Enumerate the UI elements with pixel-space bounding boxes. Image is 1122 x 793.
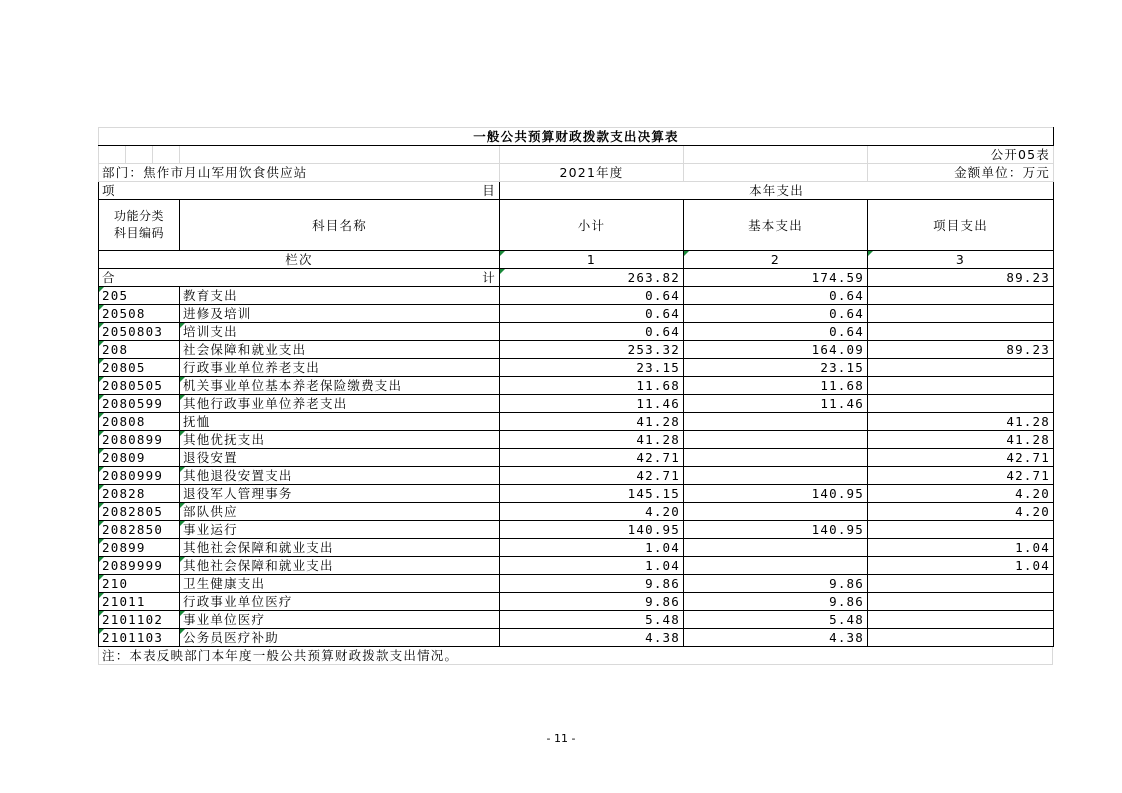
project-cell (868, 323, 1054, 341)
subject-name: 事业运行 (180, 521, 500, 539)
basic-cell: 0.64 (684, 323, 868, 341)
project-cell: 1.04 (868, 539, 1054, 557)
table-row (99, 539, 1054, 557)
subject-code: 20508 (99, 305, 180, 323)
subject-name: 进修及培训 (180, 305, 500, 323)
year-label: 2021年度 (500, 164, 684, 182)
subtotal-cell: 145.15 (500, 485, 684, 503)
subject-code: 210 (99, 575, 180, 593)
subject-code: 2050803 (99, 323, 180, 341)
page-title: 一般公共预算财政拨款支出决算表 (99, 128, 1054, 146)
col-index-2: 2 (684, 251, 868, 269)
basic-header: 基本支出 (684, 200, 868, 251)
table-row (99, 521, 1054, 539)
subject-name: 卫生健康支出 (180, 575, 500, 593)
total-basic: 174.59 (684, 269, 868, 287)
subject-name: 教育支出 (180, 287, 500, 305)
subtotal-cell: 41.28 (500, 413, 684, 431)
subject-code: 2080599 (99, 395, 180, 413)
subtotal-cell: 4.20 (500, 503, 684, 521)
project-cell: 4.20 (868, 485, 1054, 503)
basic-cell (684, 539, 868, 557)
project-cell (868, 593, 1054, 611)
subject-name: 其他退役安置支出 (180, 467, 500, 485)
subtotal-cell: 9.86 (500, 575, 684, 593)
project-cell (868, 377, 1054, 395)
basic-cell: 0.64 (684, 305, 868, 323)
subject-name: 事业单位医疗 (180, 611, 500, 629)
table-row (99, 503, 1054, 521)
subtotal-cell: 42.71 (500, 449, 684, 467)
subject-code: 20805 (99, 359, 180, 377)
table-row (99, 575, 1054, 593)
basic-cell (684, 449, 868, 467)
row-label: 栏次 (99, 251, 500, 269)
unit-label: 金额单位：万元 (868, 164, 1054, 182)
total-row: 合 计 263.82 174.59 89.23 (99, 269, 1054, 287)
table-row (99, 323, 1054, 341)
subtotal-cell: 1.04 (500, 557, 684, 575)
basic-cell: 9.86 (684, 575, 868, 593)
subtotal-cell: 11.68 (500, 377, 684, 395)
project-cell: 42.71 (868, 467, 1054, 485)
subject-code: 2089999 (99, 557, 180, 575)
table-row (99, 611, 1054, 629)
subject-name: 社会保障和就业支出 (180, 341, 500, 359)
subject-code: 20809 (99, 449, 180, 467)
table-row (99, 413, 1054, 431)
table-row (99, 467, 1054, 485)
col-index-1: 1 (500, 251, 684, 269)
subject-code: 2080999 (99, 467, 180, 485)
table-row (99, 341, 1054, 359)
table-row (99, 359, 1054, 377)
department-label: 部门：焦作市月山军用饮食供应站 (99, 164, 500, 182)
subject-code: 2080505 (99, 377, 180, 395)
table-row (99, 485, 1054, 503)
project-cell (868, 359, 1054, 377)
subject-name: 其他社会保障和就业支出 (180, 539, 500, 557)
subject-code: 2082805 (99, 503, 180, 521)
subtotal-cell: 0.64 (500, 305, 684, 323)
subject-name: 其他优抚支出 (180, 431, 500, 449)
basic-cell: 164.09 (684, 341, 868, 359)
subject-name: 公务员医疗补助 (180, 629, 500, 647)
basic-cell: 140.95 (684, 485, 868, 503)
subtotal-header: 小计 (500, 200, 684, 251)
table-row (99, 557, 1054, 575)
table-row (99, 593, 1054, 611)
basic-cell (684, 557, 868, 575)
func-code-header: 功能分类 科目编码 (99, 200, 180, 251)
subject-name: 行政事业单位养老支出 (180, 359, 500, 377)
project-cell (868, 629, 1054, 647)
table-row (99, 431, 1054, 449)
subject-name: 部队供应 (180, 503, 500, 521)
subtotal-cell: 140.95 (500, 521, 684, 539)
project-cell (868, 305, 1054, 323)
basic-cell: 9.86 (684, 593, 868, 611)
basic-cell: 140.95 (684, 521, 868, 539)
basic-cell (684, 413, 868, 431)
table-row (99, 449, 1054, 467)
table-row (99, 377, 1054, 395)
subject-code: 20828 (99, 485, 180, 503)
basic-cell (684, 431, 868, 449)
basic-cell: 0.64 (684, 287, 868, 305)
subtotal-cell: 9.86 (500, 593, 684, 611)
subject-name: 培训支出 (180, 323, 500, 341)
page-number: - 11 - (546, 732, 576, 745)
subject-code: 2101103 (99, 629, 180, 647)
basic-cell (684, 467, 868, 485)
subject-name: 抚恤 (180, 413, 500, 431)
project-cell (868, 395, 1054, 413)
project-cell (868, 575, 1054, 593)
project-header: 项目支出 (868, 200, 1054, 251)
subject-name: 退役军人管理事务 (180, 485, 500, 503)
subject-name: 行政事业单位医疗 (180, 593, 500, 611)
budget-sheet (98, 127, 1053, 665)
subject-code: 20808 (99, 413, 180, 431)
subtotal-cell: 0.64 (500, 287, 684, 305)
table-row (99, 287, 1054, 305)
subject-name: 其他行政事业单位养老支出 (180, 395, 500, 413)
note: 注：本表反映部门本年度一般公共预算财政拨款支出情况。 (98, 647, 1053, 665)
budget-table (98, 127, 1054, 647)
subtotal-cell: 4.38 (500, 629, 684, 647)
basic-cell: 11.46 (684, 395, 868, 413)
subject-code: 2080899 (99, 431, 180, 449)
subject-name: 退役安置 (180, 449, 500, 467)
subject-name: 其他社会保障和就业支出 (180, 557, 500, 575)
project-cell: 41.28 (868, 413, 1054, 431)
subtotal-cell: 1.04 (500, 539, 684, 557)
subject-code: 208 (99, 341, 180, 359)
subject-code: 2101102 (99, 611, 180, 629)
basic-cell (684, 503, 868, 521)
table-row (99, 395, 1054, 413)
basic-cell: 4.38 (684, 629, 868, 647)
subtotal-cell: 11.46 (500, 395, 684, 413)
subject-code: 20899 (99, 539, 180, 557)
subtotal-cell: 41.28 (500, 431, 684, 449)
current-year-header: 本年支出 (500, 182, 1054, 200)
project-cell: 41.28 (868, 431, 1054, 449)
total-project: 89.23 (868, 269, 1054, 287)
basic-cell: 23.15 (684, 359, 868, 377)
subject-code: 205 (99, 287, 180, 305)
project-cell (868, 287, 1054, 305)
basic-cell: 11.68 (684, 377, 868, 395)
subtotal-cell: 0.64 (500, 323, 684, 341)
item-header: 项 目 (99, 182, 500, 200)
subtotal-cell: 23.15 (500, 359, 684, 377)
project-cell: 42.71 (868, 449, 1054, 467)
subtotal-cell: 253.32 (500, 341, 684, 359)
col-index-3: 3 (868, 251, 1054, 269)
project-cell: 1.04 (868, 557, 1054, 575)
subject-code: 2082850 (99, 521, 180, 539)
project-cell (868, 521, 1054, 539)
project-cell: 89.23 (868, 341, 1054, 359)
total-subtotal: 263.82 (500, 269, 684, 287)
form-code: 公开05表 (868, 146, 1054, 164)
table-row (99, 629, 1054, 647)
table-row (99, 305, 1054, 323)
subject-name-header: 科目名称 (180, 200, 500, 251)
subtotal-cell: 5.48 (500, 611, 684, 629)
project-cell (868, 611, 1054, 629)
subject-code: 21011 (99, 593, 180, 611)
subject-name: 机关事业单位基本养老保险缴费支出 (180, 377, 500, 395)
basic-cell: 5.48 (684, 611, 868, 629)
subtotal-cell: 42.71 (500, 467, 684, 485)
project-cell: 4.20 (868, 503, 1054, 521)
